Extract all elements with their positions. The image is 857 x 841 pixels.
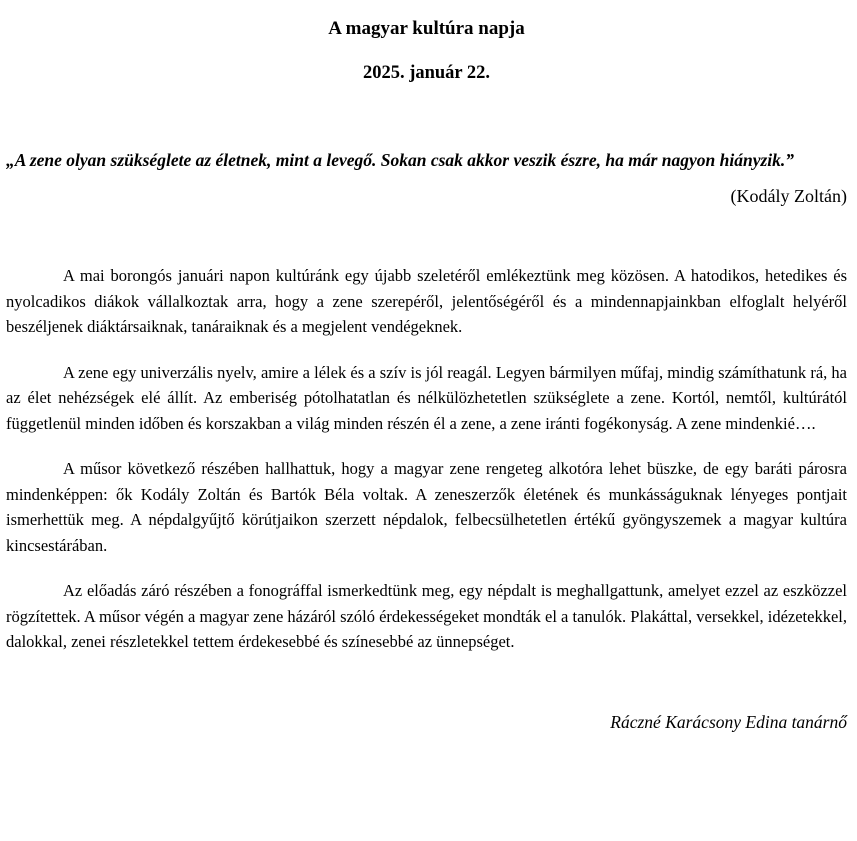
document-title: A magyar kultúra napja: [328, 18, 525, 39]
paragraph-3: A műsor következő részében hallhattuk, hogy a magyar zene rengeteg alkotóra lehet büszke, de egy baráti párosra mindenképpen: ők Kodály Zoltán és Bartók Béla voltak. A zeneszerzők életének és munkásságuknak lényeges pontjait ismerhettük meg. A népdalgyűjtő körútjaikon szerzett népdalok, felbecsülhetetlen értékű gyöngyszemek a magyar kultúra kincsestárában.: [6, 459, 847, 555]
body-paragraphs: [6, 263, 847, 655]
quote-attribution: (Kodály Zoltán): [730, 186, 847, 206]
paragraph-2: A zene egy univerzális nyelv, amire a lélek és a szív is jól reagál. Legyen bármilyen műfaj, mindig számíthatunk rá, ha az élet nehézségek elé állít. Az emberiség pótolhatatlan és nélkülözhetetlen szükséglete a zene. Kortól, nemtől, kultúrától függetlenül minden időben és korszakban a világ minden részén él a zene, a zene iránti fogékonyság. A zene mindenkié….: [6, 362, 847, 433]
document-date: 2025. január 22.: [362, 63, 491, 83]
quote-text: „A zene olyan szükséglete az életnek, mint a levegő. Sokan csak akkor veszik észre, ha már nagyon hiányzik.”: [6, 150, 795, 170]
paragraph-4: Az előadás záró részében a fonográffal ismerkedtünk meg, egy népdalt is meghallgattunk, amelyet ezzel az eszközzel rögzítettek. A műsor végén a magyar zene házáról szóló érdekességeket mondták el a tanulók. Plakáttal, versekkel, idézetekkel, dalokkal, zenei részletekkel tettem érdekesebbé és színesebbé az ünnepséget.: [6, 581, 847, 651]
signature: Ráczné Karácsony Edina tanárnő: [610, 711, 847, 732]
paragraph-1: A mai borongós januári napon kultúránk egy újabb szeletéről emlékeztünk meg közösen. A hatodikos, hetedikes és nyolcadikos diákok vállalkoztak arra, hogy a zene szerepéről, jelentőségéről és a mindennapjainkban elfoglalt helyéről beszéljenek diáktársaiknak, tanáraiknak és a megjelent vendégeknek.: [6, 266, 847, 336]
